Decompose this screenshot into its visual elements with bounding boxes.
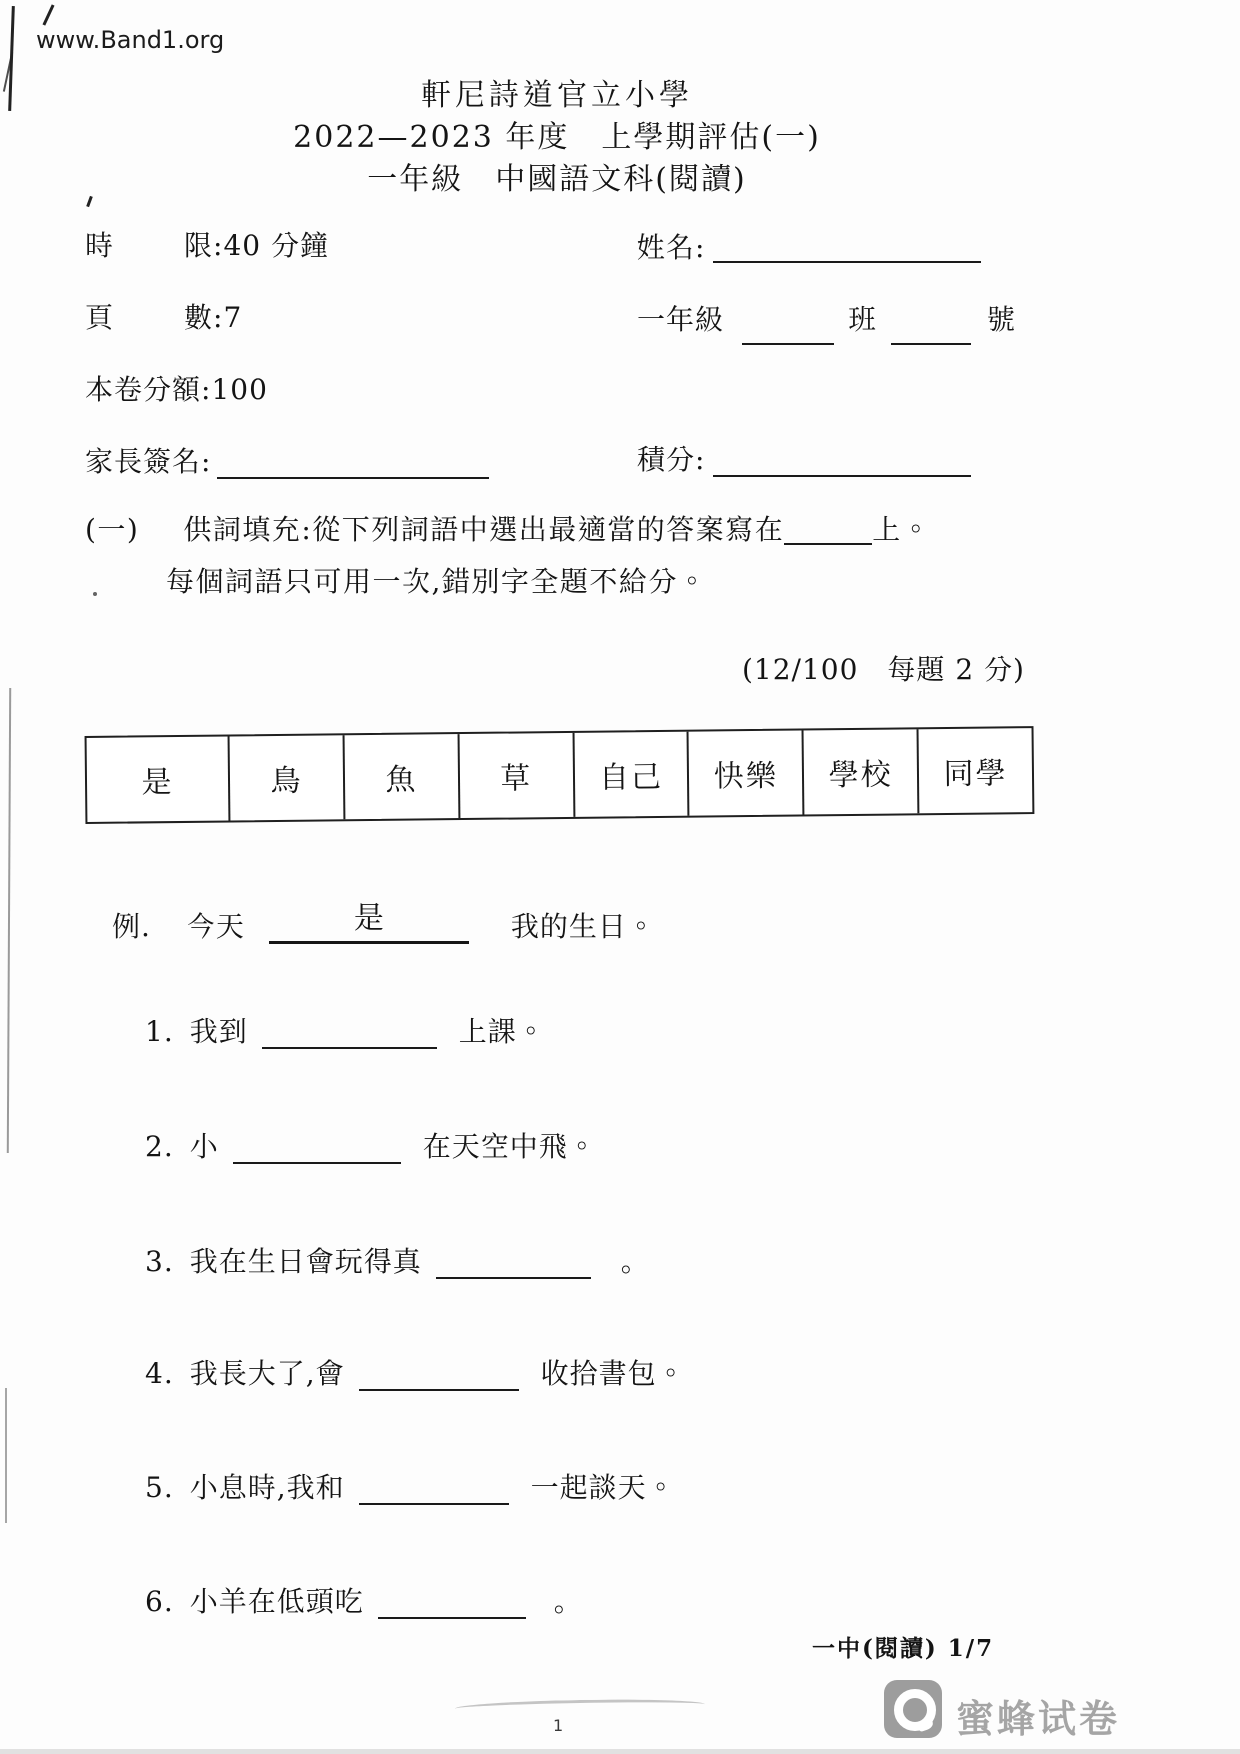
question-pre-text: 小羊在低頭吃 (189, 1585, 364, 1618)
example-pre-text: 今天 (186, 910, 245, 943)
time-limit-value: 40 分鐘 (223, 229, 329, 262)
question-post-text: 。 (553, 1585, 583, 1618)
student-name-blank (713, 255, 981, 263)
question-post-text: 在天空中飛。 (422, 1130, 597, 1163)
question-post-text: 收拾書包。 (540, 1357, 686, 1390)
section-number: (一) (85, 513, 140, 546)
parent-signature-label: 家長簽名: (85, 445, 212, 478)
total-marks-value: 100 (211, 373, 268, 406)
word-bank-cell: 同學 (917, 728, 1033, 813)
time-limit-row (85, 224, 329, 264)
class-number-row (637, 298, 1016, 338)
question-number: 1. (145, 1015, 174, 1048)
grade-label: 一年級 (637, 303, 725, 336)
instruction-text-a: 供詞填充:從下列詞語中選出最適當的答案寫在 (183, 513, 785, 546)
question-pre-text: 我在生日會玩得真 (189, 1245, 422, 1278)
question-row (145, 1352, 686, 1392)
page-count-row (85, 296, 242, 336)
score-blank (713, 469, 971, 477)
question-post-text: 。 (620, 1245, 650, 1278)
site-watermark: www.Band1.org (36, 26, 225, 54)
scan-artifact-line (7, 688, 11, 1153)
score-row (637, 438, 971, 478)
question-row (145, 1125, 597, 1165)
question-row (145, 1240, 650, 1280)
question-row (145, 1580, 583, 1620)
time-limit-label-a: 時 (85, 229, 115, 262)
instruction-text-b: 上。 (872, 513, 932, 546)
word-bank-cell: 鳥 (228, 735, 344, 820)
page-count-value: 7 (223, 301, 243, 334)
student-name-label: 姓名: (637, 231, 706, 264)
question-post-text: 一起談天。 (530, 1471, 676, 1504)
page-count-label-a: 頁 (85, 301, 115, 334)
question-pre-text: 小 (189, 1130, 219, 1163)
word-bank-cell: 自己 (572, 732, 688, 817)
instruction-inline-blank (784, 537, 872, 545)
question-number: 2. (145, 1130, 174, 1163)
word-bank-cell: 草 (457, 733, 573, 818)
subject-title: 一年級 中國語文科(閱讀) (367, 162, 747, 197)
question-number: 6. (145, 1585, 174, 1618)
question-blank (378, 1611, 526, 1619)
question-row (145, 1466, 676, 1506)
word-bank-cell: 魚 (342, 734, 458, 819)
question-number: 5. (145, 1471, 174, 1504)
parent-signature-blank (217, 471, 489, 479)
scan-smudge (455, 1698, 705, 1715)
time-limit-label-b: 限: (184, 229, 224, 262)
question-pre-text: 我到 (189, 1015, 248, 1048)
question-pre-text: 我長大了,會 (189, 1357, 345, 1390)
question-blank (359, 1497, 509, 1505)
class-label: 班 (848, 303, 878, 336)
word-bank-cell: 學校 (802, 729, 918, 814)
example-post-text: 我的生日。 (510, 910, 656, 943)
page-number: 1 (553, 1716, 564, 1735)
scan-artifact-line (5, 1388, 7, 1523)
number-label: 號 (987, 303, 1017, 336)
class-blank (742, 337, 834, 345)
question-number: 3. (145, 1245, 174, 1278)
footer-page-code: 一中(閱讀) 1/7 (812, 1635, 995, 1662)
example-row (112, 893, 656, 945)
scan-artifact-dot (93, 592, 97, 596)
section-one-instruction-line1 (85, 508, 931, 548)
question-pre-text: 小息時,我和 (189, 1471, 345, 1504)
total-marks-label: 本卷分額: (85, 373, 212, 406)
question-post-text: 上課。 (458, 1015, 546, 1048)
parent-signature-row (85, 440, 489, 480)
brand-watermark: 蜜蜂试卷 (956, 1697, 1121, 1741)
scan-artifact-slash (42, 4, 54, 25)
example-label: 例. (112, 910, 151, 943)
score-label: 積分: (637, 443, 706, 476)
question-row (145, 1010, 546, 1050)
student-name-row (637, 226, 981, 266)
example-answer: 是 (353, 901, 384, 936)
term-title: 2022—2023 年度 上學期評估(一) (293, 120, 821, 155)
word-bank-cell: 是 (141, 765, 174, 801)
question-blank (436, 1271, 591, 1279)
question-blank (359, 1383, 519, 1391)
school-name: 軒尼詩道官立小學 (421, 78, 693, 113)
page-count-label-b: 數: (184, 301, 224, 334)
section-one-instruction-line2: 每個詞語只可用一次,錯別字全題不給分。 (166, 565, 708, 598)
total-marks-row (85, 368, 268, 408)
score-note: (12/100 每題 2 分) (742, 653, 1025, 686)
question-number: 4. (145, 1357, 174, 1390)
example-answer-blank (269, 901, 469, 944)
question-blank (262, 1041, 437, 1049)
number-blank (891, 337, 971, 345)
beefun-logo-icon (884, 1680, 942, 1738)
word-bank-cell: 快樂 (687, 730, 803, 815)
word-bank-table (85, 726, 1035, 824)
question-blank (233, 1156, 401, 1164)
scan-edge-shadow (0, 1749, 1240, 1754)
